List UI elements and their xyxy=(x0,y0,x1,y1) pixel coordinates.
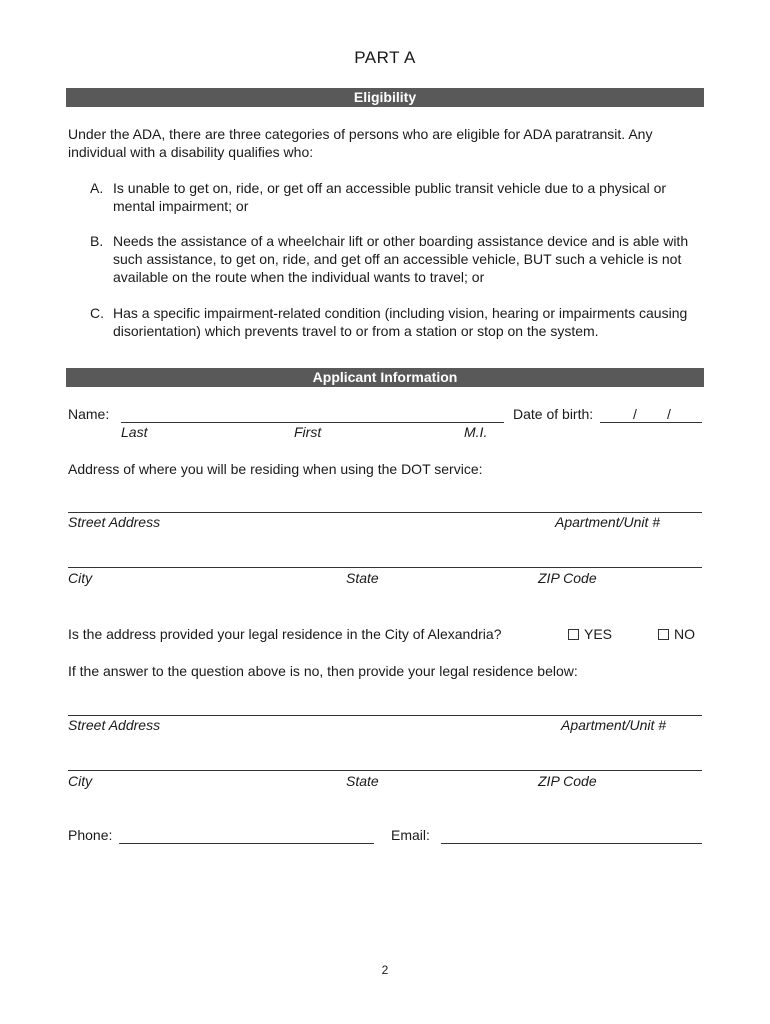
phone-label: Phone: xyxy=(68,827,113,843)
no-option[interactable] xyxy=(658,625,695,643)
no-checkbox[interactable] xyxy=(658,629,669,640)
eligibility-item-c xyxy=(90,304,705,340)
eligibility-intro: Under the ADA, there are three categories of persons who are eligible for ADA paratransit. Any individual with a disability qualifies who: xyxy=(68,126,653,160)
eligibility-header: Eligibility xyxy=(66,88,704,107)
apartment-label: Apartment/Unit # xyxy=(555,514,661,530)
page-number: 2 xyxy=(381,963,389,977)
mi-label: M.I. xyxy=(464,424,488,440)
item-letter: A. xyxy=(90,180,104,196)
yes-option[interactable] xyxy=(568,625,612,643)
page-title: PART A xyxy=(354,48,416,67)
street-address-label: Street Address xyxy=(68,514,161,530)
email-label: Email: xyxy=(391,827,430,843)
first-label: First xyxy=(294,424,322,440)
legal-city-label: City xyxy=(68,773,93,789)
email-field[interactable] xyxy=(441,843,702,844)
item-text: Is unable to get on, ride, or get off an accessible public transit vehicle due to a physical or mental impairment; or xyxy=(113,180,667,214)
item-text: Has a specific impairment-related condition (including vision, hearing or impairments causing disorientation) which prevents travel to or from a station or stop on the system. xyxy=(113,305,688,339)
legal-residence-prompt: If the answer to the question above is no, then provide your legal residence below: xyxy=(68,663,578,679)
no-label: NO xyxy=(674,626,695,642)
legal-apartment-label: Apartment/Unit # xyxy=(561,717,667,733)
legal-residence-question: Is the address provided your legal residence in the City of Alexandria? xyxy=(68,626,502,642)
item-letter: C. xyxy=(90,305,104,321)
legal-city-state-zip-field[interactable] xyxy=(68,770,702,771)
eligibility-item-a xyxy=(90,179,705,215)
city-label: City xyxy=(68,570,93,586)
dob-separator: / xyxy=(667,406,671,422)
legal-state-label: State xyxy=(346,773,379,789)
legal-street-address-label: Street Address xyxy=(68,717,161,733)
name-field[interactable] xyxy=(121,422,504,423)
dob-label: Date of birth: xyxy=(513,406,594,422)
street-address-field[interactable] xyxy=(68,512,702,513)
dob-separator: / xyxy=(633,406,637,422)
legal-zip-label: ZIP Code xyxy=(538,773,597,789)
item-text: Needs the assistance of a wheelchair lift or other boarding assistance device and is able with such assistance, to get on, ride, and get off an accessible vehicle, BUT such a vehicle is not available on the route when the individual wants to travel; or xyxy=(113,233,689,285)
phone-field[interactable] xyxy=(119,843,374,844)
item-letter: B. xyxy=(90,233,104,249)
zip-label: ZIP Code xyxy=(538,570,597,586)
address-prompt: Address of where you will be residing when using the DOT service: xyxy=(68,461,483,477)
legal-street-address-field[interactable] xyxy=(68,715,702,716)
dob-field[interactable] xyxy=(600,422,702,423)
eligibility-item-b xyxy=(90,232,705,286)
yes-checkbox[interactable] xyxy=(568,629,579,640)
name-label: Name: xyxy=(68,406,110,422)
city-state-zip-field[interactable] xyxy=(68,567,702,568)
last-label: Last xyxy=(121,424,148,440)
state-label: State xyxy=(346,570,379,586)
yes-label: YES xyxy=(584,626,613,642)
applicant-header: Applicant Information xyxy=(66,368,704,387)
